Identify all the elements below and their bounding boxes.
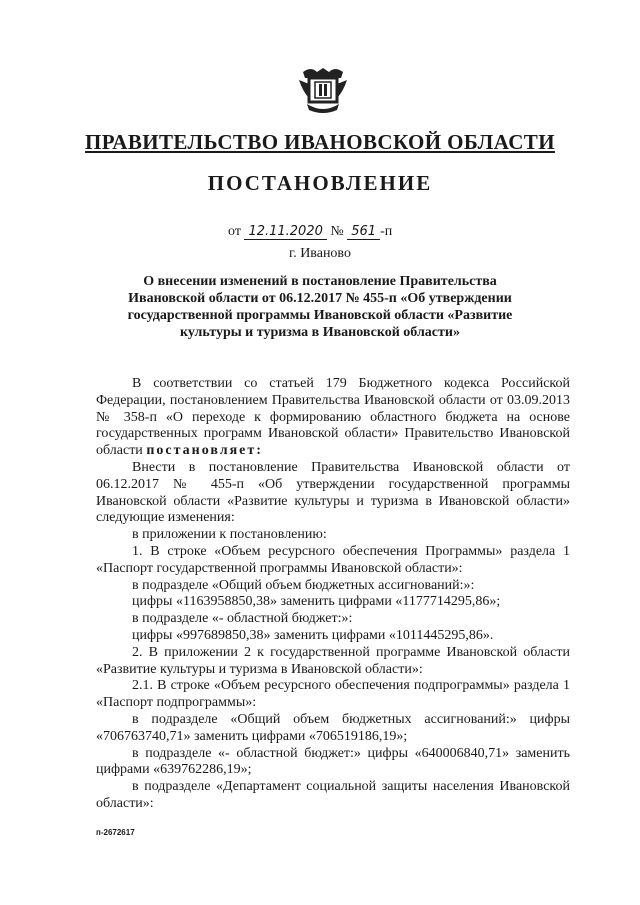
- paragraph-text: В соответствии со статьей 179 Бюджетного кодекса Российской Федерации, постановлением Правительства Ивановской области от 03.09.2013 № 358-п «О переходе к формированию областного бюджета на основе государственных программ Ивановской области» Правительство Ивановской области: [96, 376, 570, 459]
- paragraph: в подразделе «Общий объем бюджетных ассигнований:»:: [132, 577, 475, 593]
- decree-word: постановляет:: [146, 443, 263, 459]
- paragraph: в подразделе «- областной бюджет:»:: [132, 611, 353, 627]
- number-sign: №: [330, 224, 344, 239]
- paragraph: [96, 376, 570, 460]
- document-subject: О внесении изменений в постановление Правительства Ивановской области от 06.12.2017 № 455-п «Об утверждении государственной программы Ивановской области «Развитие культуры и туризма в Ивановской области»: [127, 274, 513, 340]
- paragraph: в подразделе «Общий объем бюджетных ассигнований:» цифры «706763740,71» заменить цифрами «706519186,19»;: [96, 711, 570, 744]
- date-prefix: от: [228, 224, 241, 239]
- paragraph: 1. В строке «Объем ресурсного обеспечения Программы» раздела 1 «Паспорт государственной программы Ивановской области»:: [96, 543, 570, 576]
- city: г. Иваново: [289, 246, 351, 261]
- document-body: [96, 376, 570, 813]
- paragraph: в подразделе «Департамент социальной защиты населения Ивановской области»:: [96, 779, 570, 811]
- government-title: ПРАВИТЕЛЬСТВО ИВАНОВСКОЙ ОБЛАСТИ: [85, 130, 555, 154]
- paragraph: в подразделе «- областной бюджет:» цифры «640006840,71» заменить цифрами «639762286,19»;: [96, 745, 570, 778]
- document-type: ПОСТАНОВЛЕНИЕ: [207, 171, 433, 195]
- number-value: 561: [347, 225, 380, 240]
- coat-of-arms-icon: [297, 64, 349, 116]
- paragraph: Внести в постановление Правительства Ивановской области от 06.12.2017 № 455-п «Об утверждении государственной программы Ивановской области «Развитие культуры и туризма в Ивановской области» следующие изменения:: [96, 459, 570, 526]
- paragraph: 2.1. В строке «Объем ресурсного обеспечения подпрограммы» раздела 1 «Паспорт подпрограммы»:: [96, 678, 570, 711]
- date-value: 12.11.2020: [244, 225, 326, 240]
- footer-code: п-2672617: [96, 828, 135, 837]
- paragraph: цифры «1163958850,38» заменить цифрами «1177714295,86»;: [132, 594, 501, 610]
- paragraph: цифры «997689850,38» заменить цифрами «1011445295,86».: [132, 627, 494, 643]
- paragraph: 2. В приложении 2 к государственной программе Ивановской области «Развитие культуры и туризма в Ивановской области»:: [96, 644, 570, 677]
- date-number-line: [228, 224, 392, 240]
- number-suffix: -п: [380, 224, 393, 239]
- paragraph: в приложении к постановлению:: [132, 527, 327, 543]
